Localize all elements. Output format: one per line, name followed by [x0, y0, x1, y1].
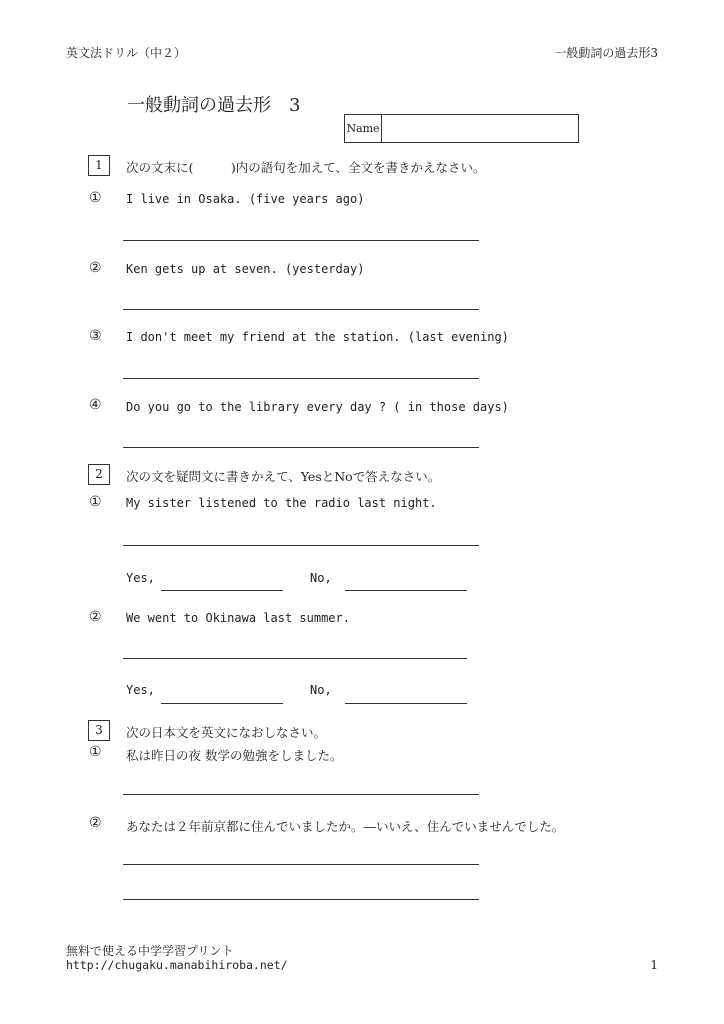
s2-q1-no-label: No,	[310, 571, 332, 585]
s3-q2-answer-line-2[interactable]	[123, 899, 479, 900]
s1-q3-answer-line[interactable]	[123, 378, 479, 379]
name-label: Name	[345, 115, 382, 142]
s1-q1-answer-line[interactable]	[123, 240, 479, 241]
s1-q4-text: Do you go to the library every day ? ( in those days)	[126, 400, 509, 414]
header-left: 英文法ドリル（中２）	[66, 46, 187, 60]
s1-q3-mark: ③	[89, 328, 102, 344]
page-title: 一般動詞の過去形 3	[127, 95, 301, 116]
section-1-instruction: 次の文末に( )内の語句を加えて、全文を書きかえなさい。	[126, 160, 486, 175]
section-3-number: 3	[88, 720, 110, 741]
footer-title: 無料で使える中学学習プリント	[66, 944, 234, 958]
s2-q1-mark: ①	[89, 494, 102, 510]
s1-q2-answer-line[interactable]	[123, 309, 479, 310]
footer-url[interactable]: http://chugaku.manabihiroba.net/	[66, 958, 288, 972]
s3-q1-mark: ①	[89, 744, 102, 760]
s2-q2-yes-label: Yes,	[126, 683, 155, 697]
s3-q1-text: 私は昨日の夜 数学の勉強をしました。	[126, 748, 343, 763]
s1-q1-mark: ①	[89, 190, 102, 206]
s2-q2-no-line[interactable]	[345, 703, 467, 704]
page-number: 1	[650, 958, 658, 972]
s2-q2-mark: ②	[89, 609, 102, 625]
s2-q1-no-line[interactable]	[345, 590, 467, 591]
s2-q1-yes-label: Yes,	[126, 571, 155, 585]
s3-q1-answer-line[interactable]	[123, 794, 479, 795]
s3-q2-answer-line-1[interactable]	[123, 864, 479, 865]
s2-q2-no-label: No,	[310, 683, 332, 697]
s1-q2-text: Ken gets up at seven. (yesterday)	[126, 262, 365, 276]
section-1-number: 1	[88, 155, 110, 176]
s1-q4-answer-line[interactable]	[123, 447, 479, 448]
s2-q1-text: My sister listened to the radio last night.	[126, 496, 437, 510]
s1-q3-text: I don't meet my friend at the station. (last evening)	[126, 330, 509, 344]
s2-q2-text: We went to Okinawa last summer.	[126, 611, 350, 625]
section-3-instruction: 次の日本文を英文になおしなさい。	[126, 725, 327, 740]
section-2-number: 2	[88, 464, 110, 485]
header-right: 一般動詞の過去形3	[554, 46, 658, 60]
s1-q2-mark: ②	[89, 260, 102, 276]
name-box	[344, 114, 579, 143]
s2-q1-answer-line[interactable]	[123, 545, 479, 546]
name-field[interactable]	[382, 115, 578, 142]
s2-q1-yes-line[interactable]	[161, 590, 283, 591]
s1-q4-mark: ④	[89, 397, 102, 413]
s2-q2-answer-line[interactable]	[123, 658, 467, 659]
s3-q2-mark: ②	[89, 815, 102, 831]
s3-q2-text: あなたは２年前京都に住んでいましたか。―いいえ、住んでいませんでした。	[126, 819, 565, 834]
s2-q2-yes-line[interactable]	[161, 703, 283, 704]
section-2-instruction: 次の文を疑問文に書きかえて、YesとNoで答えなさい。	[126, 469, 441, 484]
s1-q1-text: I live in Osaka. (five years ago)	[126, 192, 365, 206]
